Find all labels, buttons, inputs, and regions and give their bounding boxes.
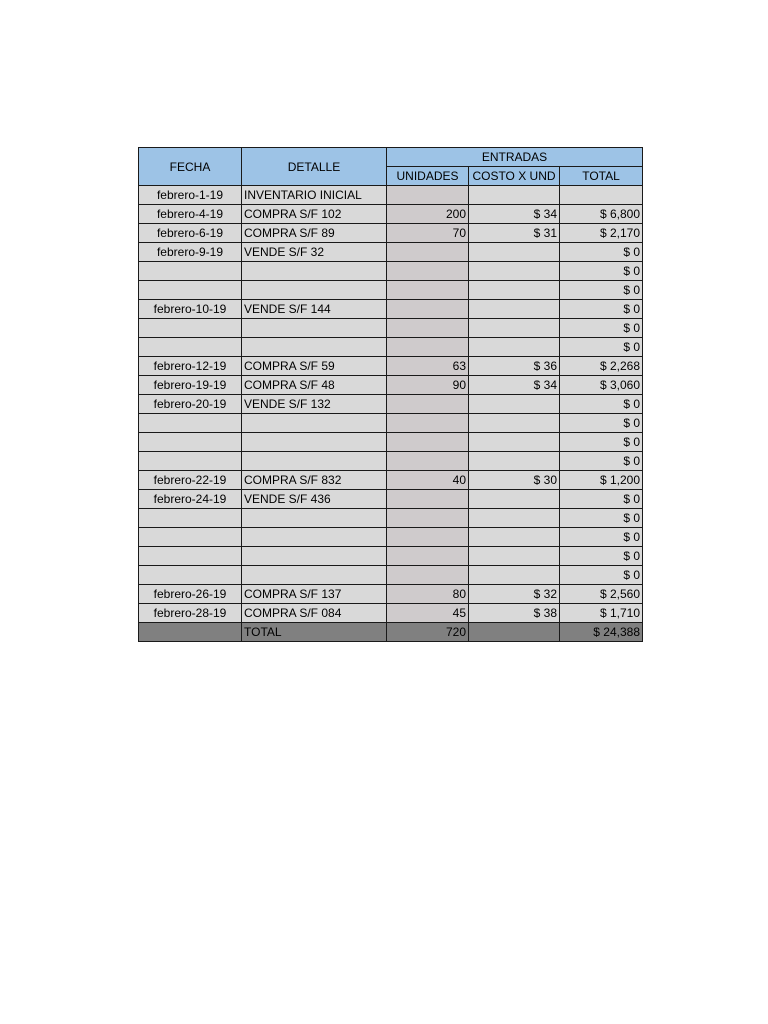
table-row <box>139 490 643 509</box>
total-cell: $ 0 <box>560 243 643 262</box>
total-cell: $ 0 <box>560 452 643 471</box>
unidades-cell: 45 <box>387 604 469 623</box>
unidades-cell <box>387 528 469 547</box>
unidades-cell <box>387 262 469 281</box>
fecha-cell: febrero-12-19 <box>139 357 242 376</box>
table-row <box>139 376 643 395</box>
fecha-cell: febrero-10-19 <box>139 300 242 319</box>
table-row <box>139 224 643 243</box>
table-row <box>139 243 643 262</box>
table-row <box>139 566 643 585</box>
table-row <box>139 414 643 433</box>
unidades-cell: 70 <box>387 224 469 243</box>
total-cell: $ 0 <box>560 547 643 566</box>
detalle-cell <box>242 433 387 452</box>
unidades-cell: 40 <box>387 471 469 490</box>
unidades-cell <box>387 281 469 300</box>
detalle-cell: COMPRA S/F 59 <box>242 357 387 376</box>
unidades-cell: 80 <box>387 585 469 604</box>
detalle-cell: COMPRA S/F 137 <box>242 585 387 604</box>
costo-cell <box>469 547 560 566</box>
total-cell: $ 0 <box>560 395 643 414</box>
fecha-cell: febrero-24-19 <box>139 490 242 509</box>
table-row <box>139 262 643 281</box>
detalle-cell <box>242 566 387 585</box>
costo-cell <box>469 566 560 585</box>
total-cell: $ 2,560 <box>560 585 643 604</box>
total-cell: $ 6,800 <box>560 205 643 224</box>
header-costo: COSTO X UND <box>469 167 560 186</box>
costo-cell: $ 32 <box>469 585 560 604</box>
detalle-cell <box>242 528 387 547</box>
table-row <box>139 604 643 623</box>
costo-cell <box>469 186 560 205</box>
costo-cell <box>469 490 560 509</box>
costo-cell <box>469 243 560 262</box>
unidades-cell <box>387 452 469 471</box>
inventory-sheet <box>138 147 643 642</box>
total-cell: $ 0 <box>560 490 643 509</box>
fecha-cell: febrero-28-19 <box>139 604 242 623</box>
detalle-cell: INVENTARIO INICIAL <box>242 186 387 205</box>
total-cell: $ 2,170 <box>560 224 643 243</box>
unidades-cell <box>387 547 469 566</box>
costo-cell: $ 31 <box>469 224 560 243</box>
unidades-cell <box>387 395 469 414</box>
table-header <box>139 148 643 186</box>
costo-cell <box>469 414 560 433</box>
unidades-cell <box>387 186 469 205</box>
total-cell: $ 3,060 <box>560 376 643 395</box>
total-cell: $ 0 <box>560 414 643 433</box>
entradas-table <box>138 147 643 642</box>
unidades-cell <box>387 338 469 357</box>
unidades-cell <box>387 433 469 452</box>
table-row <box>139 509 643 528</box>
total-cell <box>560 186 643 205</box>
fecha-cell <box>139 452 242 471</box>
unidades-cell <box>387 243 469 262</box>
fecha-cell <box>139 319 242 338</box>
detalle-cell: COMPRA S/F 832 <box>242 471 387 490</box>
total-cell: $ 0 <box>560 338 643 357</box>
costo-cell <box>469 300 560 319</box>
detalle-cell <box>242 338 387 357</box>
table-row <box>139 547 643 566</box>
totals-total: $ 24,388 <box>560 623 643 642</box>
costo-cell <box>469 395 560 414</box>
header-total: TOTAL <box>560 167 643 186</box>
fecha-cell <box>139 262 242 281</box>
costo-cell: $ 36 <box>469 357 560 376</box>
costo-cell <box>469 433 560 452</box>
table-row <box>139 585 643 604</box>
header-unidades: UNIDADES <box>387 167 469 186</box>
detalle-cell <box>242 262 387 281</box>
table-row <box>139 281 643 300</box>
fecha-cell: febrero-20-19 <box>139 395 242 414</box>
fecha-cell <box>139 547 242 566</box>
totals-row <box>139 623 643 642</box>
header-fecha: FECHA <box>139 148 242 186</box>
totals-fecha-cell <box>139 623 242 642</box>
fecha-cell: febrero-22-19 <box>139 471 242 490</box>
detalle-cell <box>242 281 387 300</box>
unidades-cell: 63 <box>387 357 469 376</box>
total-cell: $ 0 <box>560 528 643 547</box>
costo-cell: $ 30 <box>469 471 560 490</box>
costo-cell <box>469 319 560 338</box>
costo-cell: $ 38 <box>469 604 560 623</box>
table-row <box>139 186 643 205</box>
totals-costo <box>469 623 560 642</box>
detalle-cell <box>242 452 387 471</box>
unidades-cell: 200 <box>387 205 469 224</box>
table-row <box>139 357 643 376</box>
table-row <box>139 528 643 547</box>
total-cell: $ 0 <box>560 566 643 585</box>
total-cell: $ 1,710 <box>560 604 643 623</box>
fecha-cell <box>139 566 242 585</box>
total-cell: $ 0 <box>560 433 643 452</box>
unidades-cell <box>387 414 469 433</box>
unidades-cell <box>387 319 469 338</box>
unidades-cell <box>387 300 469 319</box>
total-cell: $ 1,200 <box>560 471 643 490</box>
fecha-cell <box>139 509 242 528</box>
fecha-cell: febrero-1-19 <box>139 186 242 205</box>
detalle-cell: COMPRA S/F 89 <box>242 224 387 243</box>
costo-cell <box>469 281 560 300</box>
unidades-cell: 90 <box>387 376 469 395</box>
total-cell: $ 0 <box>560 300 643 319</box>
detalle-cell: VENDE S/F 132 <box>242 395 387 414</box>
total-cell: $ 0 <box>560 281 643 300</box>
table-row <box>139 433 643 452</box>
table-row <box>139 452 643 471</box>
detalle-cell: VENDE S/F 144 <box>242 300 387 319</box>
table-row <box>139 205 643 224</box>
fecha-cell: febrero-6-19 <box>139 224 242 243</box>
unidades-cell <box>387 490 469 509</box>
table-row <box>139 319 643 338</box>
header-entradas: ENTRADAS <box>387 148 643 167</box>
fecha-cell: febrero-26-19 <box>139 585 242 604</box>
totals-unidades: 720 <box>387 623 469 642</box>
total-cell: $ 0 <box>560 319 643 338</box>
fecha-cell <box>139 281 242 300</box>
total-cell: $ 0 <box>560 509 643 528</box>
costo-cell <box>469 338 560 357</box>
fecha-cell: febrero-4-19 <box>139 205 242 224</box>
fecha-cell <box>139 338 242 357</box>
total-cell: $ 0 <box>560 262 643 281</box>
totals-label: TOTAL <box>242 623 387 642</box>
costo-cell: $ 34 <box>469 205 560 224</box>
detalle-cell: VENDE S/F 32 <box>242 243 387 262</box>
detalle-cell <box>242 547 387 566</box>
header-detalle: DETALLE <box>242 148 387 186</box>
fecha-cell <box>139 414 242 433</box>
costo-cell <box>469 528 560 547</box>
table-body <box>139 186 643 623</box>
unidades-cell <box>387 566 469 585</box>
costo-cell: $ 34 <box>469 376 560 395</box>
detalle-cell <box>242 319 387 338</box>
detalle-cell: COMPRA S/F 48 <box>242 376 387 395</box>
total-cell: $ 2,268 <box>560 357 643 376</box>
detalle-cell <box>242 414 387 433</box>
table-row <box>139 395 643 414</box>
costo-cell <box>469 262 560 281</box>
costo-cell <box>469 452 560 471</box>
table-row <box>139 338 643 357</box>
fecha-cell: febrero-9-19 <box>139 243 242 262</box>
fecha-cell <box>139 528 242 547</box>
detalle-cell <box>242 509 387 528</box>
detalle-cell: COMPRA S/F 084 <box>242 604 387 623</box>
table-row <box>139 300 643 319</box>
fecha-cell <box>139 433 242 452</box>
costo-cell <box>469 509 560 528</box>
table-row <box>139 471 643 490</box>
unidades-cell <box>387 509 469 528</box>
detalle-cell: VENDE S/F 436 <box>242 490 387 509</box>
detalle-cell: COMPRA S/F 102 <box>242 205 387 224</box>
fecha-cell: febrero-19-19 <box>139 376 242 395</box>
